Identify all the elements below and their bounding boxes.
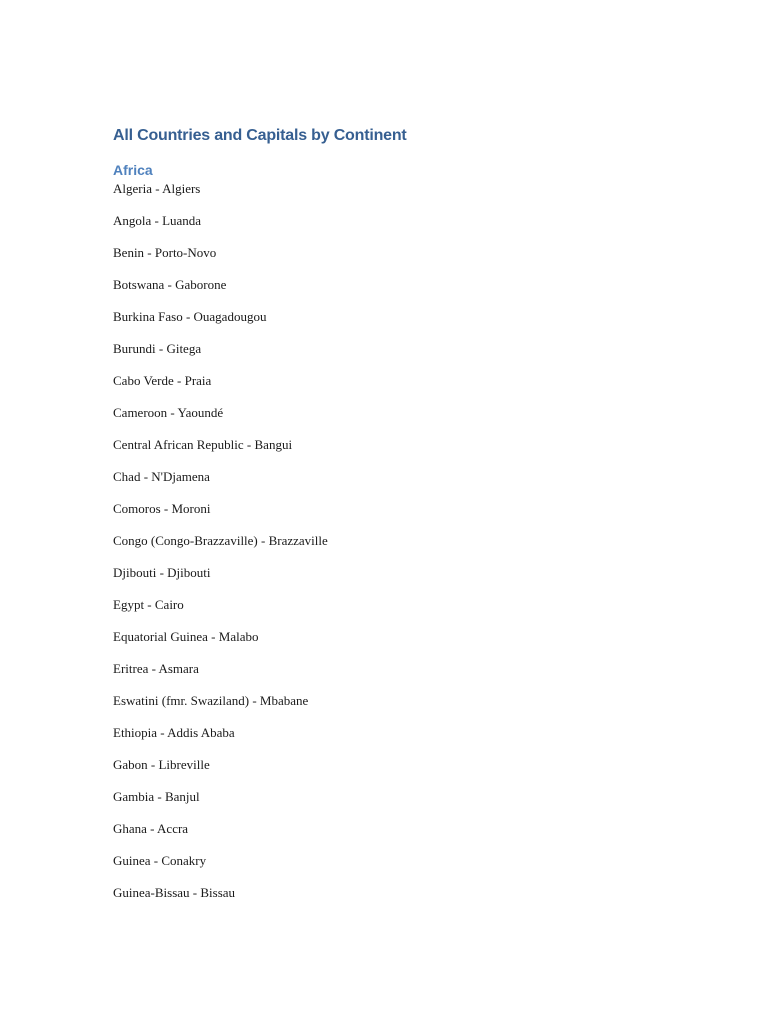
list-item: Cabo Verde - Praia (113, 373, 212, 388)
list-item: Guinea-Bissau - Bissau (113, 885, 236, 900)
document-title: All Countries and Capitals by Continent (113, 127, 407, 144)
list-item: Eswatini (fmr. Swaziland) - Mbabane (113, 693, 309, 708)
list-item: Burkina Faso - Ouagadougou (113, 309, 267, 324)
list-item: Benin - Porto-Novo (113, 245, 217, 260)
country-capital-list (113, 180, 673, 902)
list-item: Eritrea - Asmara (113, 661, 199, 676)
list-item: Ethiopia - Addis Ababa (113, 725, 235, 740)
list-item: Cameroon - Yaoundé (113, 405, 224, 420)
list-item: Gambia - Banjul (113, 789, 200, 804)
section-heading-africa: Africa (113, 162, 153, 178)
document-page (113, 124, 673, 916)
list-item: Guinea - Conakry (113, 853, 207, 868)
list-item: Ghana - Accra (113, 821, 189, 836)
list-item: Congo (Congo-Brazzaville) - Brazzaville (113, 533, 328, 548)
list-item: Algeria - Algiers (113, 181, 201, 196)
list-item: Djibouti - Djibouti (113, 565, 211, 580)
list-item: Botswana - Gaborone (113, 277, 227, 292)
list-item: Egypt - Cairo (113, 597, 184, 612)
list-item: Angola - Luanda (113, 213, 202, 228)
list-item: Equatorial Guinea - Malabo (113, 629, 259, 644)
list-item: Central African Republic - Bangui (113, 437, 293, 452)
list-item: Chad - N'Djamena (113, 469, 210, 484)
list-item: Burundi - Gitega (113, 341, 202, 356)
list-item: Gabon - Libreville (113, 757, 210, 772)
list-item: Comoros - Moroni (113, 501, 211, 516)
